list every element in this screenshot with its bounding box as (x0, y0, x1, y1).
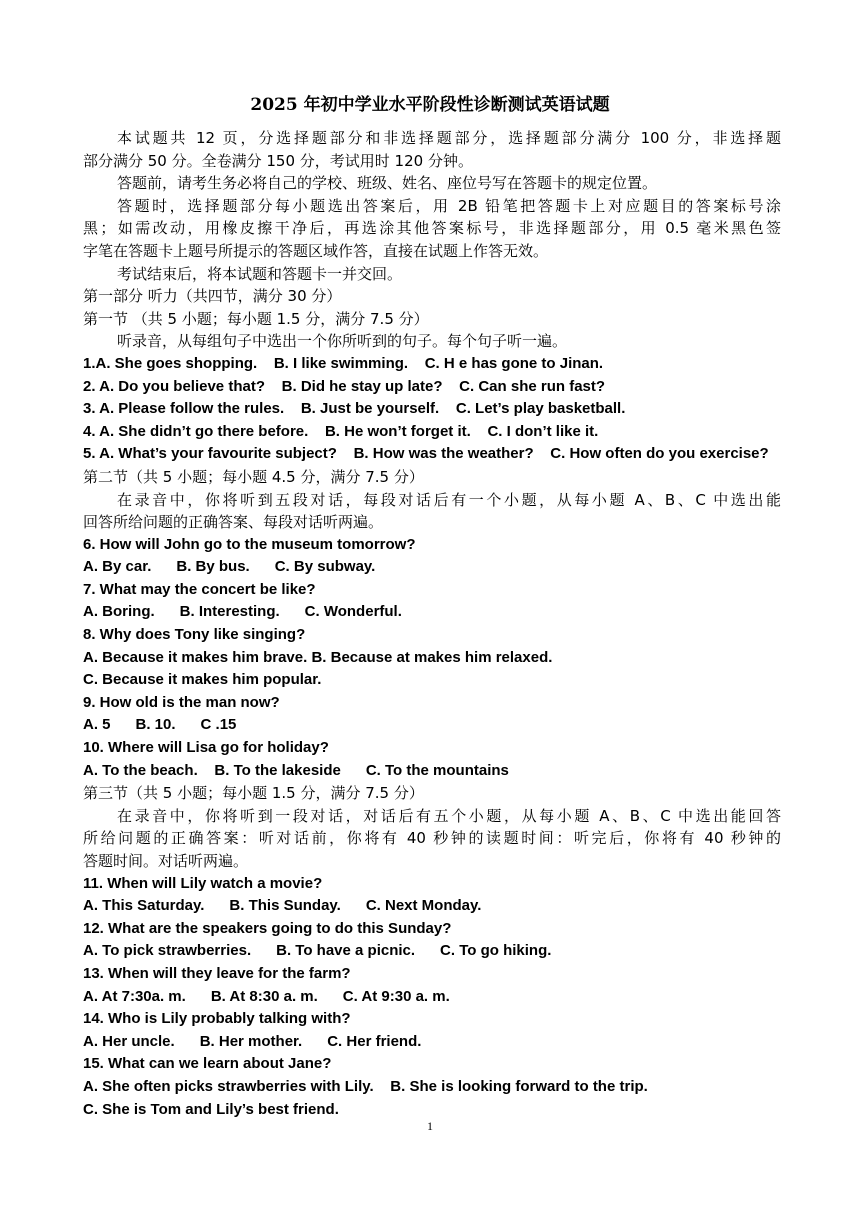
instruction-line: 第一节 （共 5 小题；每小题 1.5 分，满分 7.5 分） (83, 309, 429, 328)
question-line: A. She often picks strawberries with Lily. B. She is looking forward to the trip. (83, 1077, 648, 1095)
question-line: A. At 7:30a. m. B. At 8:30 a. m. C. At 9:30 a. m. (83, 987, 450, 1005)
exam-title: 2025 年初中学业水平阶段性诊断测试英语试题 (250, 95, 610, 115)
question-line: A. Because it makes him brave. B. Because at makes him relaxed. (83, 648, 553, 666)
question-line: A. This Saturday. B. This Sunday. C. Next Monday. (83, 897, 482, 915)
question-line: 6. How will John go to the museum tomorrow? (83, 535, 416, 553)
instruction-line: 答题前，请考生务必将自己的学校、班级、姓名、座位号写在答题卡的规定位置。 (117, 174, 658, 193)
question-line: C. She is Tom and Lily’s best friend. (83, 1100, 339, 1118)
question-line: 13. When will they leave for the farm? (83, 964, 351, 982)
instruction-line: 考试结束后，将本试题和答题卡一并交回。 (117, 264, 403, 283)
question-line: A. Boring. B. Interesting. C. Wonderful. (83, 603, 402, 621)
question-line: 10. Where will Lisa go for holiday? (83, 739, 329, 757)
instruction-line: 第二节（共 5 小题；每小题 4.5 分，满分 7.5 分） (83, 467, 424, 486)
question-line: A. To pick strawberries. B. To have a picnic. C. To go hiking. (83, 942, 552, 960)
instruction-line: 在录音中，你将听到五段对话，每段对话后有一个小题，从每小题 A、B、C 中选出能 (117, 490, 781, 509)
question-line: 9. How old is the man now? (83, 693, 280, 711)
question-line: 4. A. She didn’t go there before. B. He won’t forget it. C. I don’t like it. (83, 422, 599, 440)
question-line: A. Her uncle. B. Her mother. C. Her friend. (83, 1032, 422, 1050)
question-line: 15. What can we learn about Jane? (83, 1055, 332, 1073)
question-line: 12. What are the speakers going to do this Sunday? (83, 919, 452, 937)
instruction-line: 答题时间。对话听两遍。 (83, 852, 249, 870)
question-line: 14. Who is Lily probably talking with? (83, 1010, 351, 1028)
question-line: 3. A. Please follow the rules. B. Just be yourself. C. Let’s play basketball. (83, 400, 626, 418)
instruction-line: 第一部分 听力（共四节，满分 30 分） (83, 287, 342, 306)
question-line: 7. What may the concert be like? (83, 580, 316, 598)
instruction-line: 字笔在答题卡上题号所提示的答题区域作答，直接在试题上作答无效。 (83, 241, 549, 260)
instruction-line: 在录音中，你将听到一段对话，对话后有五个小题，从每小题 A、B、C 中选出能回答 (117, 806, 781, 825)
question-line: 2. A. Do you believe that? B. Did he stay up late? C. Can she run fast? (83, 377, 606, 395)
instruction-line: 部分满分 50 分。全卷满分 150 分，考试用时 120 分钟。 (83, 151, 473, 170)
instruction-line: 本试题共 12 页，分选择题部分和非选择题部分，选择题部分满分 100 分，非选择题 (117, 129, 781, 147)
question-line: 8. Why does Tony like singing? (83, 626, 306, 644)
page-number: 1 (427, 1119, 433, 1133)
question-line: A. By car. B. By bus. C. By subway. (83, 558, 376, 576)
question-line: 5. A. What’s your favourite subject? B. How was the weather? C. How often do you exercise? (83, 445, 769, 463)
exam-body (83, 127, 781, 1121)
instruction-line: 第三节（共 5 小题；每小题 1.5 分，满分 7.5 分） (83, 784, 424, 803)
question-line: 1.A. She goes shopping. B. I like swimming. C. H e has gone to Jinan. (83, 354, 604, 372)
instruction-line: 回答所给问题的正确答案、每段对话听两遍。 (83, 513, 384, 532)
question-line: C. Because it makes him popular. (83, 671, 322, 689)
question-line: A. To the beach. B. To the lakeside C. To the mountains (83, 761, 509, 779)
instruction-line: 答题时，选择题部分每小题选出答案后，用 2B 铅笔把答题卡上对应题目的答案标号涂 (117, 196, 781, 215)
instruction-line: 听录音，从每组句子中选出一个你所听到的句子。每个句子听一遍。 (117, 332, 568, 351)
instruction-line: 所给问题的正确答案：听对话前，你将有 40 秒钟的读题时间：听完后，你将有 40 秒钟的 (83, 829, 781, 848)
instruction-line: 黑；如需改动，用橡皮擦干净后，再选涂其他答案标号，非选择题部分，用 0.5 毫米黑色签 (83, 219, 781, 238)
question-line: 11. When will Lily watch a movie? (83, 874, 323, 892)
question-line: A. 5 B. 10. C .15 (83, 716, 237, 734)
